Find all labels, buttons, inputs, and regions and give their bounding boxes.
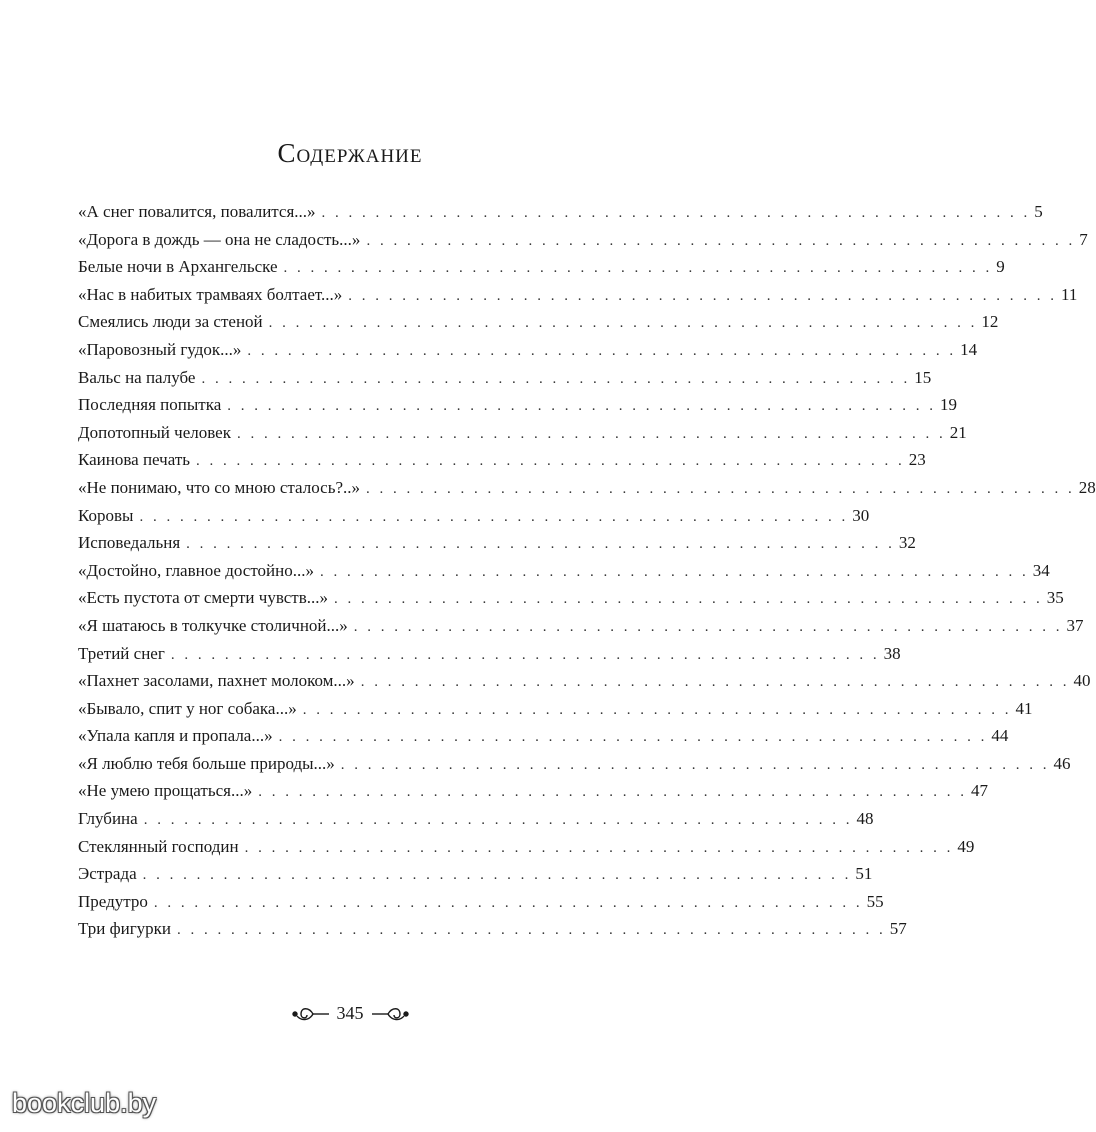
toc-entry-title: «Пахнет засолами, пахнет молоком...» — [78, 671, 355, 691]
toc-entry-title: Исповедальня — [78, 533, 181, 553]
dot-leader: . . . . . . . . . . . . . . . . . . . . . . . . . . . . . . . . . . . . . . . . . . . . . . . . . . . . . — [244, 839, 954, 856]
dot-leader: . . . . . . . . . . . . . . . . . . . . . . . . . . . . . . . . . . . . . . . . . . . . . . . . . . . . . — [247, 342, 957, 359]
dot-leader: . . . . . . . . . . . . . . . . . . . . . . . . . . . . . . . . . . . . . . . . . . . . . . . . . . . . . — [153, 894, 863, 911]
toc-entry-page: 57 — [889, 919, 907, 939]
toc-entry-title: «Паровозный гудок...» — [78, 339, 242, 359]
toc-entry-page: 51 — [855, 864, 873, 884]
toc-entry — [78, 805, 874, 833]
toc-entry-title: «Не умею прощаться...» — [78, 781, 253, 801]
toc-entry — [78, 281, 1078, 309]
toc-entry-title: Каинова печать — [78, 450, 191, 470]
toc-entry — [78, 226, 1088, 254]
dot-leader: . . . . . . . . . . . . . . . . . . . . . . . . . . . . . . . . . . . . . . . . . . . . . . . . . . . . . — [196, 453, 905, 470]
toc-entry — [78, 474, 1096, 502]
dot-leader: . . . . . . . . . . . . . . . . . . . . . . . . . . . . . . . . . . . . . . . . . . . . . . . . . . . . . — [353, 618, 1063, 635]
toc-entry-title: Стеклянный господин — [78, 836, 239, 856]
toc-entry-title: Три фигурки — [78, 919, 172, 939]
toc-entry-title: «Дорога в дождь — она не сладость...» — [78, 229, 361, 249]
toc-entry-title: «Есть пустота от смерти чувств...» — [78, 588, 329, 608]
toc-entry-title: Вальс на палубе — [78, 367, 196, 387]
toc-entry — [78, 722, 1009, 750]
toc-entry-page: 37 — [1066, 615, 1084, 635]
toc-entry-page: 35 — [1046, 588, 1064, 608]
toc-entry-page: 40 — [1073, 671, 1091, 691]
toc-entry — [78, 695, 1033, 723]
toc-entry — [78, 502, 870, 530]
page-number: 345 — [336, 1003, 364, 1023]
toc-entry-title: Белые ночи в Архангельске — [78, 257, 278, 277]
toc-entry-page: 23 — [908, 450, 926, 470]
toc-entry-page: 11 — [1061, 284, 1078, 304]
dot-leader: . . . . . . . . . . . . . . . . . . . . . . . . . . . . . . . . . . . . . . . . . . . . . . . . . . . . . — [366, 480, 1075, 497]
ornament-left-icon — [291, 1005, 331, 1023]
toc-entry — [78, 584, 1064, 612]
dot-leader: . . . . . . . . . . . . . . . . . . . . . . . . . . . . . . . . . . . . . . . . . . . . . . . . . . . . . — [142, 867, 852, 884]
toc-entry — [78, 888, 884, 916]
toc-entry-page: 7 — [1079, 229, 1088, 249]
toc-entry-title: Коровы — [78, 505, 134, 525]
toc-entry — [78, 640, 901, 668]
dot-leader: . . . . . . . . . . . . . . . . . . . . . . . . . . . . . . . . . . . . . . . . . . . . . . . . . . . . . — [143, 812, 853, 829]
toc-entry-page: 41 — [1015, 698, 1033, 718]
toc-entry-page: 14 — [960, 339, 978, 359]
toc-entry — [78, 336, 978, 364]
toc-entry-title: «Бывало, спит у ног собака...» — [78, 698, 297, 718]
toc-entry — [78, 308, 999, 336]
dot-leader: . . . . . . . . . . . . . . . . . . . . . . . . . . . . . . . . . . . . . . . . . . . . . . . . . . . . . — [348, 287, 1058, 304]
dot-leader: . . . . . . . . . . . . . . . . . . . . . . . . . . . . . . . . . . . . . . . . . . . . . . . . . . . . . — [186, 536, 895, 553]
dot-leader: . . . . . . . . . . . . . . . . . . . . . . . . . . . . . . . . . . . . . . . . . . . . . . . . . . . . . — [258, 784, 967, 801]
toc-entry-title: «Я шатаюсь в толкучке столичной...» — [78, 615, 348, 635]
toc-entry-page: 9 — [996, 257, 1005, 277]
toc-entry — [78, 667, 1091, 695]
ornament-right-icon — [370, 1005, 410, 1023]
toc-entry — [78, 198, 1043, 226]
dot-leader: . . . . . . . . . . . . . . . . . . . . . . . . . . . . . . . . . . . . . . . . . . . . . . . . . . . . . — [360, 674, 1070, 691]
toc-entry-page: 21 — [949, 422, 967, 442]
dot-leader: . . . . . . . . . . . . . . . . . . . . . . . . . . . . . . . . . . . . . . . . . . . . . . . . . . . . . — [177, 922, 886, 939]
toc-entry-page: 55 — [866, 891, 884, 911]
toc-entry-title: Глубина — [78, 809, 138, 829]
dot-leader: . . . . . . . . . . . . . . . . . . . . . . . . . . . . . . . . . . . . . . . . . . . . . . . . . . . . . — [268, 315, 978, 332]
toc-entry — [78, 833, 975, 861]
toc-entry-title: «Я люблю тебя больше природы...» — [78, 753, 335, 773]
dot-leader: . . . . . . . . . . . . . . . . . . . . . . . . . . . . . . . . . . . . . . . . . . . . . . . . . . . . . — [201, 370, 911, 387]
toc-entry-page: 28 — [1078, 477, 1096, 497]
toc-entry-page: 19 — [940, 395, 958, 415]
dot-leader: . . . . . . . . . . . . . . . . . . . . . . . . . . . . . . . . . . . . . . . . . . . . . . . . . . . . . — [227, 398, 937, 415]
toc-entry — [78, 253, 1005, 281]
toc-entry-page: 47 — [970, 781, 988, 801]
toc-entry-title: «Достойно, главное достойно...» — [78, 560, 314, 580]
toc-entry — [78, 915, 907, 943]
dot-leader: . . . . . . . . . . . . . . . . . . . . . . . . . . . . . . . . . . . . . . . . . . . . . . . . . . . . . — [366, 232, 1076, 249]
toc-entry — [78, 391, 958, 419]
dot-leader: . . . . . . . . . . . . . . . . . . . . . . . . . . . . . . . . . . . . . . . . . . . . . . . . . . . . . — [283, 260, 993, 277]
toc-entry-title: Эстрада — [78, 864, 137, 884]
toc-entry-title: Третий снег — [78, 643, 165, 663]
toc-entry-page: 12 — [981, 312, 999, 332]
toc-entry — [78, 612, 1084, 640]
toc-entry-title: Предутро — [78, 891, 148, 911]
dot-leader: . . . . . . . . . . . . . . . . . . . . . . . . . . . . . . . . . . . . . . . . . . . . . . . . . . . . . — [236, 425, 946, 442]
toc-entry — [78, 557, 1050, 585]
toc-entry — [78, 529, 916, 557]
toc-entry — [78, 446, 926, 474]
toc-entry-title: Смеялись люди за стеной — [78, 312, 263, 332]
watermark: bookclub.by — [12, 1088, 157, 1118]
toc-entry-title: «Не понимаю, что со мною сталось?..» — [78, 477, 360, 497]
toc-entry-title: Последняя попытка — [78, 395, 222, 415]
toc-entry-page: 30 — [852, 505, 870, 525]
dot-leader: . . . . . . . . . . . . . . . . . . . . . . . . . . . . . . . . . . . . . . . . . . . . . . . . . . . . . — [170, 646, 880, 663]
toc-entry-page: 44 — [991, 726, 1009, 746]
toc-entry — [78, 364, 932, 392]
toc-entry — [78, 860, 873, 888]
table-of-contents — [78, 198, 1096, 943]
toc-entry-page: 48 — [856, 809, 874, 829]
dot-leader: . . . . . . . . . . . . . . . . . . . . . . . . . . . . . . . . . . . . . . . . . . . . . . . . . . . . . — [321, 205, 1031, 221]
page-title: Содержание — [277, 138, 423, 168]
toc-entry — [78, 419, 967, 447]
dot-leader: . . . . . . . . . . . . . . . . . . . . . . . . . . . . . . . . . . . . . . . . . . . . . . . . . . . . . — [302, 701, 1012, 718]
toc-entry-title: «Упала капля и пропала...» — [78, 726, 273, 746]
toc-entry-page: 46 — [1053, 753, 1071, 773]
toc-entry-page: 32 — [898, 533, 916, 553]
toc-entry — [78, 777, 988, 805]
dot-leader: . . . . . . . . . . . . . . . . . . . . . . . . . . . . . . . . . . . . . . . . . . . . . . . . . . . . . — [139, 508, 849, 525]
toc-entry-page: 5 — [1034, 202, 1043, 221]
toc-entry-page: 38 — [883, 643, 901, 663]
dot-leader: . . . . . . . . . . . . . . . . . . . . . . . . . . . . . . . . . . . . . . . . . . . . . . . . . . . . . — [340, 756, 1050, 773]
toc-entry-title: «Нас в набитых трамваях болтает...» — [78, 284, 343, 304]
toc-entry — [78, 750, 1071, 778]
dot-leader: . . . . . . . . . . . . . . . . . . . . . . . . . . . . . . . . . . . . . . . . . . . . . . . . . . . . . — [320, 563, 1029, 580]
dot-leader: . . . . . . . . . . . . . . . . . . . . . . . . . . . . . . . . . . . . . . . . . . . . . . . . . . . . . — [334, 591, 1043, 608]
toc-entry-page: 34 — [1032, 560, 1050, 580]
toc-entry-title: «А снег повалится, повалится...» — [78, 202, 316, 221]
toc-entry-page: 49 — [957, 836, 975, 856]
page-number-footer — [0, 1003, 700, 1024]
toc-entry-page: 15 — [914, 367, 932, 387]
dot-leader: . . . . . . . . . . . . . . . . . . . . . . . . . . . . . . . . . . . . . . . . . . . . . . . . . . . . . — [278, 729, 988, 746]
toc-entry-title: Допотопный человек — [78, 422, 231, 442]
